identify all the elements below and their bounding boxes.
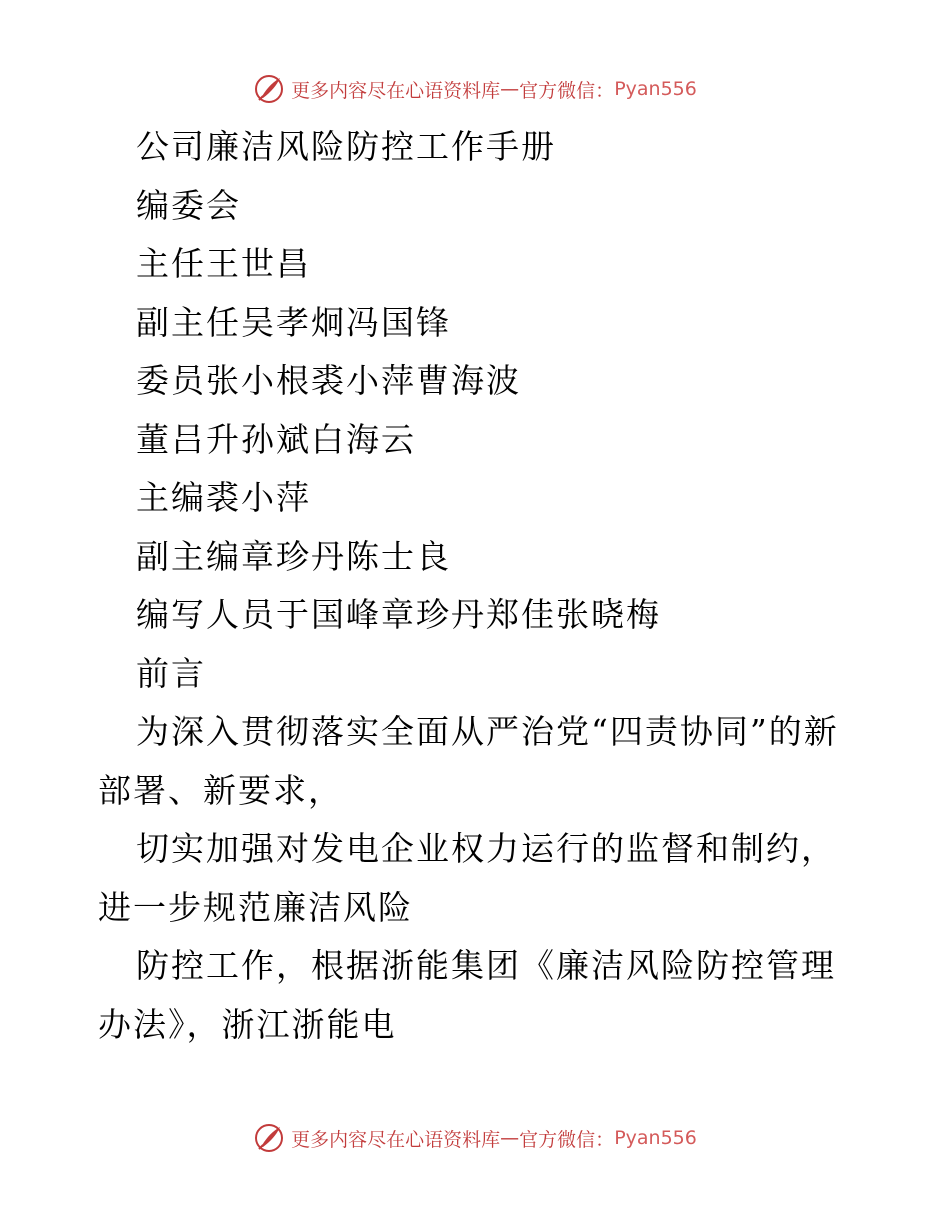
- quill-logo-icon: [253, 73, 285, 105]
- text-line: 主编裘小萍: [136, 478, 311, 517]
- paragraph: 为深入贯彻落实全面从严治党“四责协同”的新部署、新要求，: [98, 712, 839, 810]
- text-line: 董吕升孙斌白海云: [136, 419, 416, 459]
- quill-logo-icon: [253, 1122, 285, 1154]
- text-line: 编写人员于国峰章珍丹郑佳张晓梅: [136, 595, 661, 634]
- watermark-site: 更多内容尽在心语资料库: [291, 1128, 501, 1151]
- paragraph: 防控工作，根据浙能集团《廉洁风险防控管理办法》，浙江浙能电: [98, 946, 836, 1044]
- text-line: 副主编章珍丹陈士良: [136, 536, 451, 576]
- watermark-wechat-id: Pyan556: [614, 78, 697, 100]
- paragraph: 切实加强对发电企业权力运行的监督和制约，进一步规范廉洁风险: [98, 829, 836, 927]
- watermark-wechat-label: 官方微信：: [519, 79, 615, 102]
- watermark-wechat-label: 官方微信：: [519, 1128, 615, 1151]
- text-line: 副主任吴孝炯冯国锋: [136, 302, 451, 342]
- text-line: 委员张小根裘小萍曹海波: [136, 361, 521, 400]
- text-line: 编委会: [136, 185, 241, 225]
- watermark-dash: —: [500, 1127, 520, 1149]
- watermark-dash: —: [500, 78, 520, 100]
- watermark-header: [0, 69, 950, 109]
- watermark-footer: [0, 1118, 950, 1158]
- section-heading-preface: 前言: [136, 653, 206, 693]
- watermark-wechat-id: Pyan556: [614, 1127, 697, 1149]
- watermark-site: 更多内容尽在心语资料库: [291, 79, 501, 102]
- text-line: 主任王世昌: [136, 244, 311, 283]
- document-title: 公司廉洁风险防控工作手册: [136, 127, 556, 166]
- document-body: [98, 118, 858, 1054]
